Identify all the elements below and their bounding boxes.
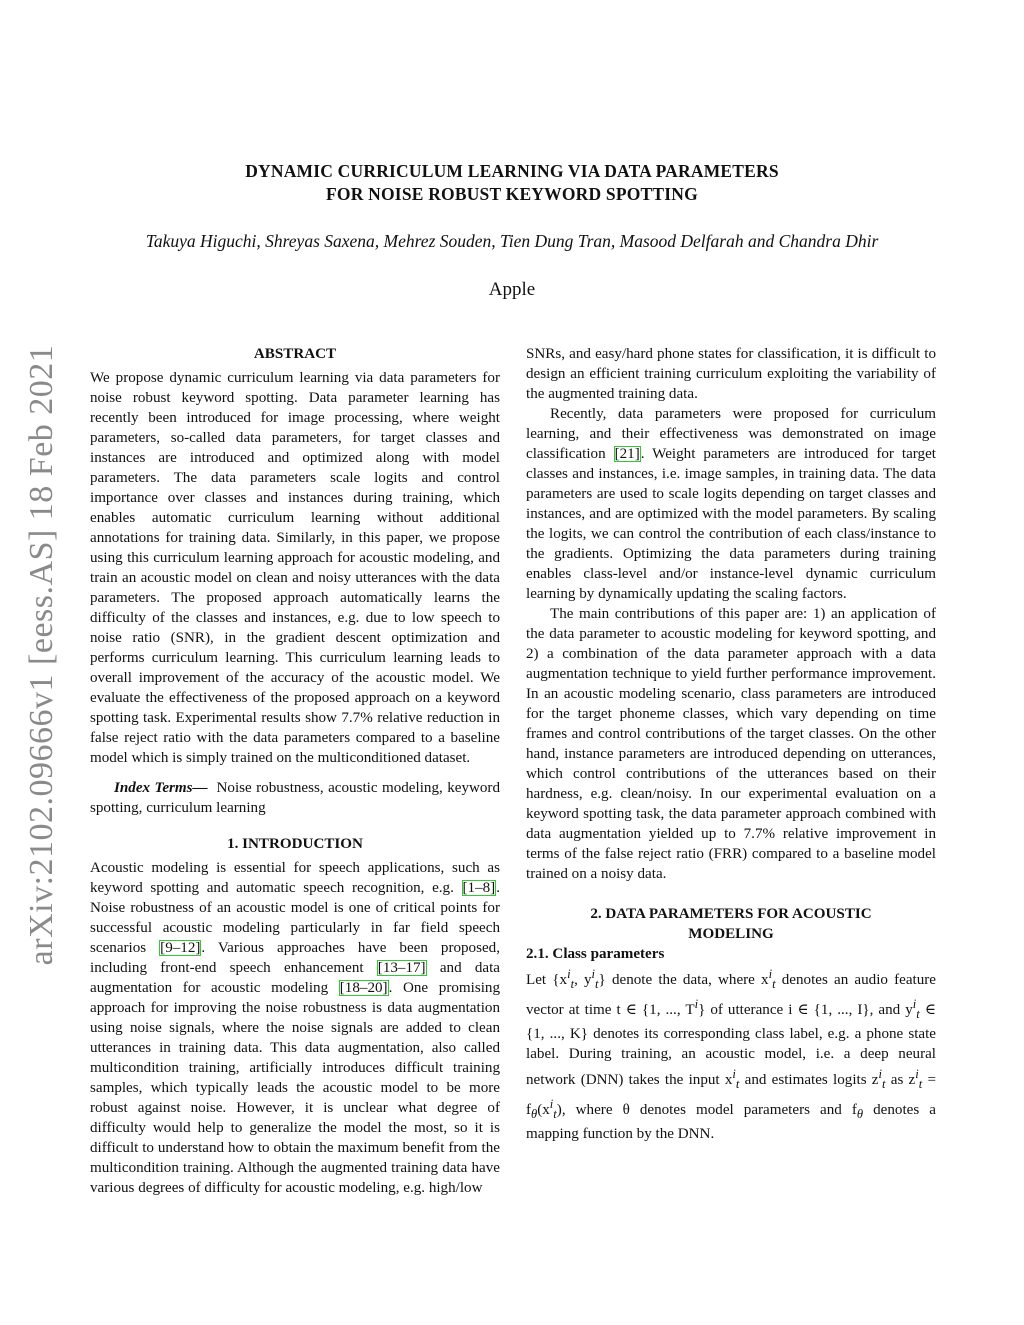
abstract-heading: ABSTRACT [253,346,337,362]
right-column-top [526,344,936,404]
left-column [90,344,500,1198]
index-terms-label: Index Terms— [114,780,208,796]
intro-paragraph-2: Recently, data parameters were proposed for curriculum learning, and their effectiveness was demonstrated on image classification [21]. Weight parameters are introduced for target classes and instances, i.e. image samples, in training data. The data parameters are used to scale logits depending on target classes and instances, and are optimized with the model parameters. By scaling the logits, we can control the contribution of each class/instance to the gradients. Optimizing the data parameters during training enables class-level and/or instance-level dynamic curriculum learning by dynamically updating the scaling factors. [526,406,936,602]
right-column [526,404,936,1144]
abstract-text: We propose dynamic curriculum learning via data parameters for noise robust keyword spotting. Data parameter learning has recently been introduced for image processing, where weight parameters, so-called data parameters, for target classes and instances are introduced and optimized along with model parameters. The data parameters scale logits and control importance over classes and instances during training, which enables automatic curriculum learning without additional annotations for training data. Similarly, in this paper, we propose using this curriculum learning approach for acoustic modeling, and train an acoustic model on clean and noisy utterances with the data parameters. The proposed approach automatically learns the difficulty of the classes and instances, e.g. due to low speech to noise ratio (SNR), in the gradient descent optimization and performs curriculum learning. This curriculum learning leads to overall improvement of the accuracy of the acoustic model. We evaluate the effectiveness of the proposed approach on a keyword spotting task. Experimental results show 7.7% relative reduction in false reject ratio with the data parameters compared to a baseline model which is simply trained on the multiconditioned dataset. [90,370,500,766]
arxiv-identifier [14,344,70,966]
intro-paragraph-1-continuation: SNRs, and easy/hard phone states for classification, it is difficult to design an efficient training curriculum exploiting the variability of the augmented training data. [526,346,936,402]
title-line-1: DYNAMIC CURRICULUM LEARNING VIA DATA PARAMETERS [245,161,779,181]
section-2-heading: 2. DATA PARAMETERS FOR ACOUSTIC MODELING [590,906,872,942]
paper-title [150,160,874,206]
arxiv-identifier-text: arXiv:2102.09666v1 [eess.AS] 18 Feb 2021 [23,344,60,966]
citation-link[interactable]: [21] [614,446,640,462]
section-2-1-heading: 2.1. Class parameters [526,946,665,962]
index-terms [90,778,500,818]
citation-link[interactable]: [9–12] [160,940,201,956]
citation-link[interactable]: [1–8] [462,880,496,896]
citation-link[interactable]: [13–17] [377,960,426,976]
title-line-2: FOR NOISE ROBUST KEYWORD SPOTTING [326,184,698,204]
intro-paragraph-1: Acoustic modeling is essential for speech applications, such as keyword spotting and automatic speech recognition, e.g. [1–8]. Noise robustness of an acoustic model is one of critical points for successful acoustic modeling particularly in far field speech scenarios [9–12]. Various approaches have been proposed, including front-end speech enhancement [13–17] and data augmentation for acoustic modeling [18–20]. One promising approach for improving the noise robustness is data augmentation using noise signals, where the noise signals are added to clean utterances in training data. This data augmentation, also called multicondition training, artificially introduces difficult training samples, which typically leads the acoustic model to be more robust against noise. However, it is unclear what degree of difficulty would help to generalize the model the most, so it is difficult to understand how to obtain the maximum benefit from the multicondition training. Although the augmented training data have various degrees of difficulty for acoustic modeling, e.g. high/low [90,860,501,1196]
index-terms-text: Noise robustness, acoustic modeling, keyword spotting, curriculum learning [90,780,501,816]
section-2-1-text: Let {$x^i_t$, $y^i_t$} denote the data, where $x^i_t$ denotes an audio feature vector at time t ∈ {1, ..., $T^i$} of utterance i ∈ {1, ..., I}, and $y^i_t$ ∈ {1, ..., K} denotes its corresponding class label, e.g. a phone state label. During training, an acoustic model, i.e. a deep neural network (DNN) takes the input $x^i_t$ and estimates logits $z^i_t$ as $z^i_t = f_\theta(x^i_t)$, where θ denotes model parameters and $f_\theta$ denotes a mapping function by the DNN. [526,967,936,1143]
introduction-heading: 1. INTRODUCTION [227,836,363,852]
citation-link[interactable]: [18–20] [339,980,388,996]
affiliation: Apple [488,279,536,300]
intro-paragraph-3: The main contributions of this paper are: 1) an application of the data parameter to acoustic modeling for keyword spotting, and 2) a combination of the data parameter approach with a data augmentation technique to yield further performance improvement. In an acoustic modeling scenario, class parameters are introduced for the target phoneme classes, which vary depending on time frames and control contributions of the target classes. On the other hand, instance parameters are introduced depending on utterances, which control contributions of the utterances based on their hardness, e.g. clean/noisy. In our experimental evaluation on a keyword spotting task, the data parameter approach combined with data augmentation yielded up to 7.7% relative improvement in terms of the false reject ratio (FRR) compared to a baseline model trained on a noisy data. [526,606,936,882]
author-list: Takuya Higuchi, Shreyas Saxena, Mehrez Souden, Tien Dung Tran, Masood Delfarah and Chandra Dhir [145,231,879,251]
